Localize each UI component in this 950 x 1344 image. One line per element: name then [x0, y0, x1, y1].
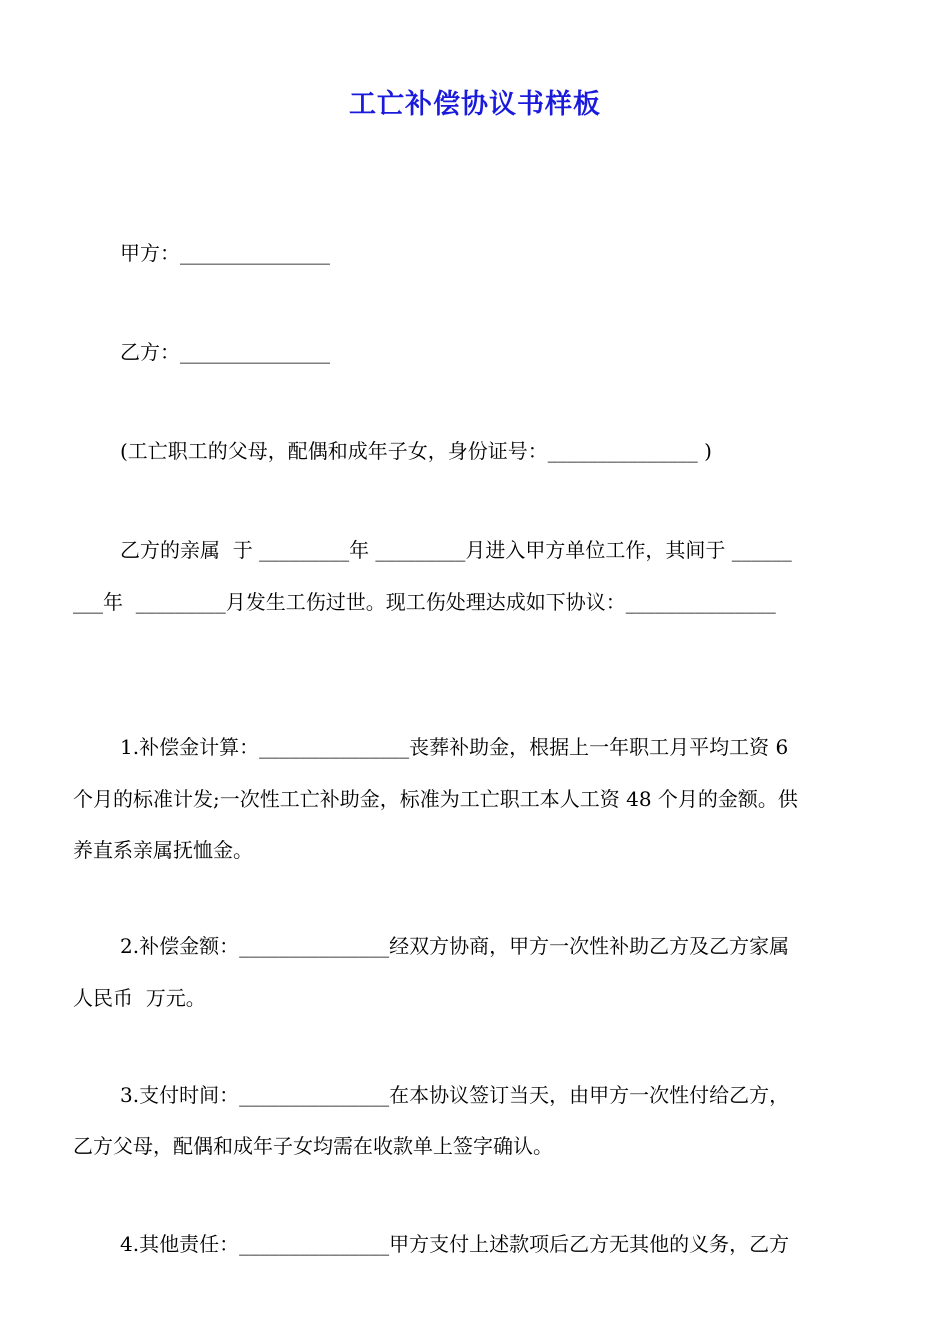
clause-4-line-1: 4.其他责任：_______________甲方支付上述款项后乙方无其他的义务，乙方 [120, 1232, 790, 1256]
clause-1-line-3: 养直系亲属抚恤金。 [73, 838, 253, 862]
clause-2-line-2: 人民币 万元。 [73, 986, 206, 1010]
clause-3-line-1: 3.支付时间：_______________在本协议签订当天，由甲方一次性付给乙方， [120, 1083, 790, 1107]
party-b-line: 乙方：_______________ [120, 340, 330, 364]
document-title: 工亡补偿协议书样板 [349, 89, 601, 120]
intro-line-2: ___年 _________月发生工伤过世。现工伤处理达成如下协议：_______________ [73, 590, 776, 614]
clause-1-line-2: 个月的标准计发;一次性工亡补助金，标准为工亡职工本人工资 48 个月的金额。供 [73, 787, 798, 811]
party-b-note-line: (工亡职工的父母，配偶和成年子女，身份证号：_______________ ) [120, 439, 712, 463]
clause-2-line-1: 2.补偿金额：_______________经双方协商，甲方一次性补助乙方及乙方家属 [120, 934, 790, 958]
intro-line-1: 乙方的亲属 于 _________年 _________月进入甲方单位工作，其间于 ______ [120, 538, 792, 562]
party-a-line: 甲方：_______________ [120, 241, 330, 265]
clause-1-line-1: 1.补偿金计算：_______________丧葬补助金，根据上一年职工月平均工资 6 [120, 735, 789, 759]
clause-3-line-2: 乙方父母，配偶和成年子女均需在收款单上签字确认。 [73, 1134, 553, 1158]
